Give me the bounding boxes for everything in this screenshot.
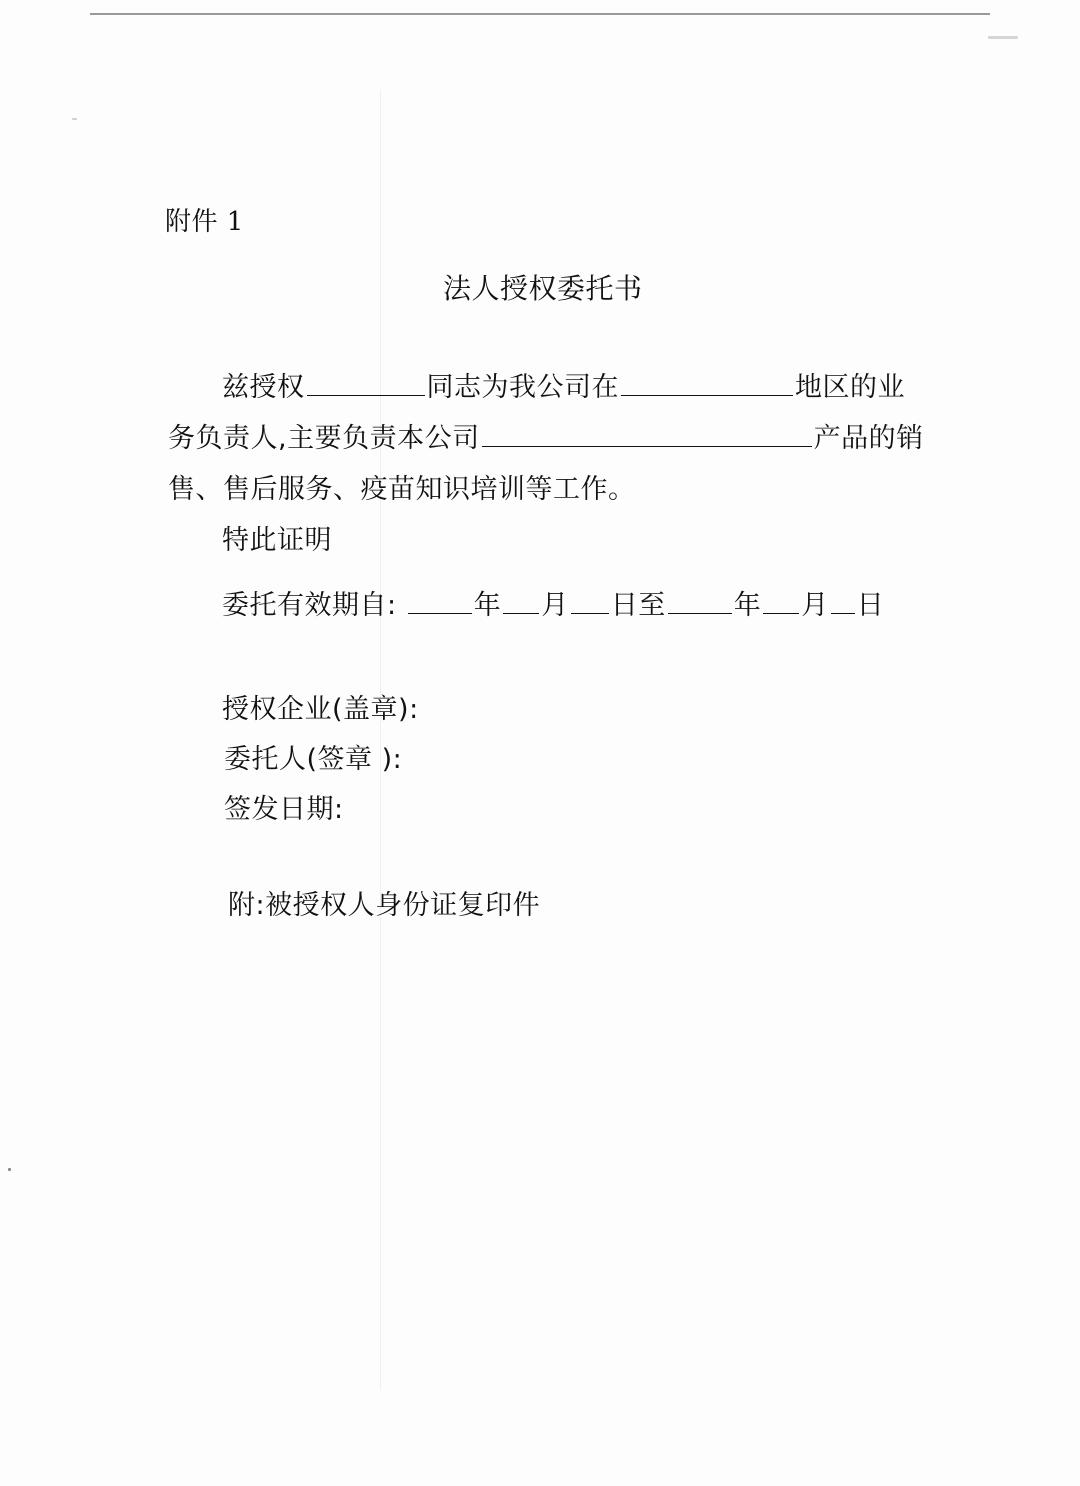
start-year-blank[interactable] bbox=[408, 587, 472, 614]
body-text: 兹授权 bbox=[222, 372, 305, 403]
body-text: 产品的销 bbox=[813, 423, 924, 454]
start-day-blank[interactable] bbox=[571, 587, 609, 614]
authorized-person-blank[interactable] bbox=[307, 369, 425, 396]
body-text: 地区的业 bbox=[795, 372, 905, 403]
end-month-blank[interactable] bbox=[763, 587, 799, 614]
year-text: 年 bbox=[733, 590, 762, 621]
issue-date-field: 签发日期: bbox=[224, 794, 344, 825]
year-text: 年 bbox=[473, 590, 502, 621]
body-line-3: 售、售后服务、疫苗知识培训等工作。 bbox=[168, 474, 636, 505]
principal-signature-field: 委托人(签章 ): bbox=[224, 744, 403, 775]
body-line-2 bbox=[168, 420, 924, 457]
body-text: 同志为我公司在 bbox=[426, 372, 619, 403]
validity-line bbox=[222, 587, 884, 624]
certify-text: 特此证明 bbox=[222, 525, 332, 556]
body-line-1 bbox=[222, 369, 905, 406]
attachment-label: 附件 1 bbox=[165, 207, 244, 237]
body-text: 务负责人,主要负责本公司 bbox=[168, 423, 480, 454]
scan-top-edge bbox=[90, 13, 990, 15]
end-year-blank[interactable] bbox=[668, 587, 732, 614]
scan-speck bbox=[72, 118, 77, 120]
day-to-text: 日至 bbox=[610, 590, 666, 621]
month-text: 月 bbox=[541, 590, 569, 621]
document-title: 法人授权委托书 bbox=[443, 272, 643, 305]
start-month-blank[interactable] bbox=[503, 587, 539, 614]
company-seal-field: 授权企业(盖章): bbox=[222, 694, 419, 725]
scan-speck bbox=[988, 36, 1018, 39]
validity-label: 委托有效期自: bbox=[222, 590, 397, 621]
appendix-note: 附:被授权人身份证复印件 bbox=[228, 890, 541, 921]
end-day-blank[interactable] bbox=[831, 587, 855, 614]
fold-line bbox=[380, 90, 381, 1390]
region-blank[interactable] bbox=[621, 369, 793, 396]
scan-speck bbox=[8, 1168, 11, 1171]
month-text: 月 bbox=[801, 590, 829, 621]
product-blank[interactable] bbox=[482, 420, 812, 447]
day-text: 日 bbox=[856, 590, 885, 621]
